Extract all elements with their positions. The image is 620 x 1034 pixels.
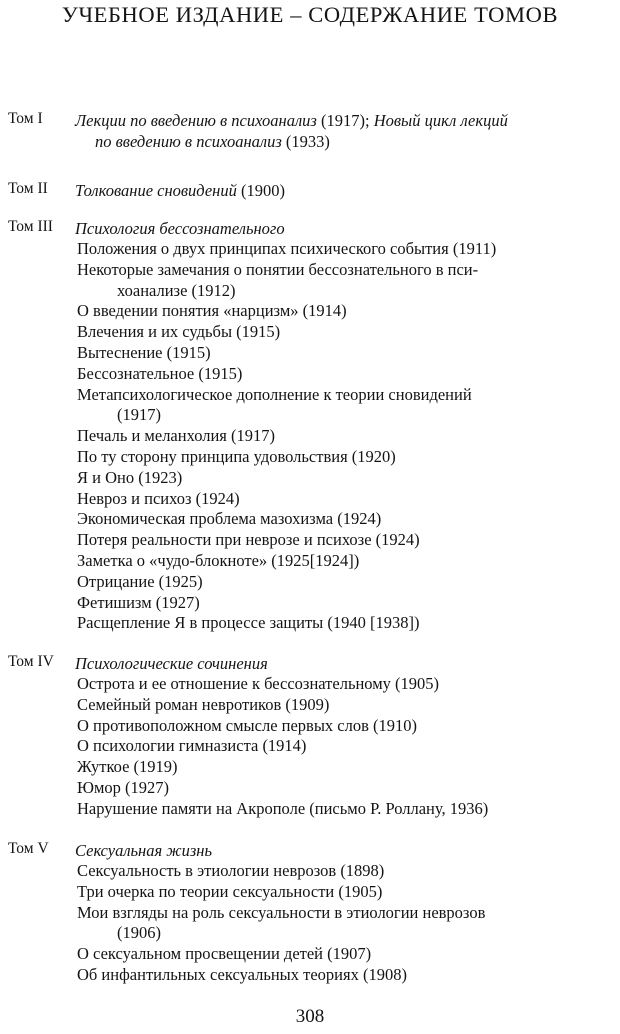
volume-title: [75, 218, 615, 239]
title-text: (1933): [281, 132, 330, 151]
volume-title: [75, 653, 615, 674]
contents-entry: [77, 364, 620, 385]
entry-text: Об инфантильных сексуальных теориях (1908): [77, 964, 407, 984]
entry-continuation: (1917): [117, 405, 161, 425]
entry-text: Семейный роман невротиков (1909): [77, 694, 330, 714]
title-italic-text: Новый цикл лекций: [373, 111, 508, 130]
contents-list: [77, 861, 620, 986]
entry-text: Невроз и психоз (1924): [77, 488, 240, 508]
entry-text: О сексуальном просвещении детей (1907): [77, 944, 372, 964]
contents-entry: [77, 530, 620, 551]
volume-label: Том II: [8, 180, 48, 197]
entry-text: Я и Оно (1923): [77, 467, 183, 487]
contents-entry: [77, 903, 620, 945]
entry-text: О психологии гимназиста (1914): [77, 736, 307, 756]
contents-entry: [77, 343, 620, 364]
contents-list: [77, 674, 620, 820]
volume-label: Том V: [8, 840, 49, 857]
contents-entry: [77, 736, 620, 757]
contents-entry: [77, 239, 620, 260]
entry-text: Влечения и их судьбы (1915): [77, 322, 281, 342]
contents-entry: [77, 509, 620, 530]
contents-entry: [77, 944, 620, 965]
volume-title-line: [75, 653, 615, 674]
contents-entry: [77, 716, 620, 737]
volume-label: Том I: [8, 110, 43, 127]
contents-entry: [77, 799, 620, 820]
entry-text: Расщепление Я в процессе защиты (1940 [1938]): [77, 613, 420, 633]
entry-text: Нарушение памяти на Акрополе (письмо Р. Роллану, 1936): [77, 798, 489, 818]
contents-entry: [77, 757, 620, 778]
volume-title: [75, 110, 615, 152]
volume-label: Том III: [8, 218, 53, 235]
contents-entry: [77, 861, 620, 882]
entry-text: Бессознательное (1915): [77, 363, 243, 383]
contents-entry: [77, 322, 620, 343]
contents-entry: [77, 778, 620, 799]
contents-entry: [77, 385, 620, 427]
contents-entry: [77, 965, 620, 986]
contents-entry: [77, 426, 620, 447]
entry-text: Заметка о «чудо-блокноте» (1925[1924]): [77, 550, 360, 570]
title-italic-text: Сексуальная жизнь: [75, 841, 212, 860]
entry-text: Острота и ее отношение к бессознательному (1905): [77, 674, 440, 693]
entry-text: Положения о двух принципах психического события (1911): [77, 239, 497, 258]
entry-text: О противоположном смысле первых слов (1910): [77, 715, 418, 735]
volume-label: Том IV: [8, 653, 54, 670]
title-italic-text: Лекции по введению в психоанализ: [75, 111, 317, 130]
entry-text: Потеря реальности при неврозе и психозе (1924): [77, 530, 420, 550]
title-italic-text: Толкование сновидений: [75, 181, 237, 200]
title-italic-text: Психологические сочинения: [75, 654, 268, 673]
title-text: (1917);: [316, 111, 374, 130]
entry-continuation: хоанализе (1912): [117, 280, 236, 300]
contents-entry: [77, 468, 620, 489]
entry-text: Жуткое (1919): [77, 757, 178, 777]
contents-entry: [77, 593, 620, 614]
entry-text: Печаль и меланхолия (1917): [77, 426, 276, 446]
title-text: (1900): [236, 181, 285, 200]
entry-text: Фетишизм (1927): [77, 592, 200, 612]
entry-text: Вытеснение (1915): [77, 342, 211, 362]
title-italic-text: Психология бессознательного: [75, 219, 285, 238]
contents-entry: [77, 882, 620, 903]
entry-continuation: (1906): [117, 923, 161, 943]
entry-text: О введении понятия «нарцизм» (1914): [77, 301, 347, 321]
contents-entry: [77, 489, 620, 510]
volume-title-line: [75, 180, 615, 201]
contents-entry: [77, 447, 620, 468]
volume-title-line: [75, 131, 615, 152]
contents-entry: [77, 260, 620, 302]
volume-title: [75, 180, 615, 201]
page-number: 308: [295, 1006, 325, 1027]
title-italic-text: по введению в психоанализ: [95, 132, 282, 151]
contents-entry: [77, 695, 620, 716]
entry-text: По ту сторону принципа удовольствия (1920): [77, 446, 396, 466]
entry-text: Юмор (1927): [77, 777, 170, 797]
entry-text: Экономическая проблема мазохизма (1924): [77, 509, 382, 529]
volume-title-line: [75, 110, 615, 131]
contents-entry: [77, 572, 620, 593]
entry-text: Отрицание (1925): [77, 571, 203, 591]
entry-text: Некоторые замечания о понятии бессознательного в пси-: [77, 259, 479, 279]
contents-entry: [77, 674, 620, 695]
entry-text: Мои взгляды на роль сексуальности в этиологии неврозов: [77, 902, 486, 922]
volume-title: [75, 840, 615, 861]
contents-entry: [77, 301, 620, 322]
contents-list: [77, 239, 620, 634]
entry-text: Сексуальность в этиологии неврозов (1898): [77, 861, 385, 880]
volume-title-line: [75, 840, 615, 861]
page-header: УЧЕБНОЕ ИЗДАНИЕ – СОДЕРЖАНИЕ ТОМОВ: [61, 2, 559, 27]
entry-text: Метапсихологическое дополнение к теории сновидений: [77, 384, 472, 404]
contents-entry: [77, 613, 620, 634]
contents-entry: [77, 551, 620, 572]
volume-title-line: [75, 218, 615, 239]
entry-text: Три очерка по теории сексуальности (1905): [77, 881, 383, 901]
